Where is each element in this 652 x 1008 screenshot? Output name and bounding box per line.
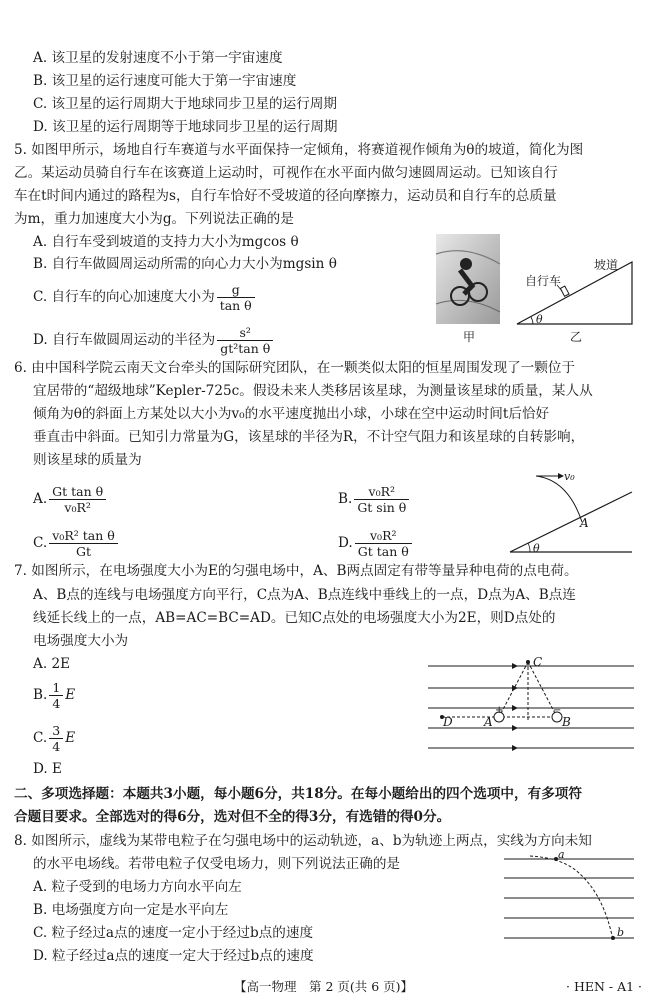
q6-option-c [33,528,120,559]
q5-option-c-fraction [217,282,255,313]
q7-stem-line-1: 7. 如图所示，在电场强度大小为E的匀强电场中，A、B两点固定有带等量异种电荷的点电荷。 [14,563,578,579]
q7-option-c-fraction [49,723,63,754]
q5-stem-line-1: 5. 如图甲所示，场地自行车赛道与水平面保持一定倾角，将赛道视作倾角为θ的坡道，简化为图 [14,142,584,158]
q6-option-b-fraction [354,484,409,515]
q5-option-d [33,325,275,356]
q5-fig-label-bike: 自行车 [525,274,562,288]
q6-option-a-fraction [49,484,106,515]
q7-option-b-unit: E [65,687,76,703]
q7-fig-label-b: B [562,715,571,729]
q5-stem-line-2: 乙。某运动员骑自行车在该赛道上运动时，可视作在水平面内做匀速圆周运动。已知该自行 [14,165,558,181]
q6-option-a-denominator: v₀R² [64,500,91,515]
q5-stem-line-3: 车在t时间内通过的路程为s，自行车恰好不受坡道的径向摩擦力，运动员和自行车的总质量 [14,188,557,204]
q6-option-a [33,484,108,515]
q6-option-d-label: D. [338,535,353,551]
q7-fig-minus-sign: − [553,705,562,716]
q7-option-b-numerator: 1 [49,680,63,696]
q6-stem-line-1: 6. 由中国科学院云南天文台牵头的国际研究团队，在一颗类似太阳的恒星周围发现了一颗位于 [14,360,576,376]
q6-stem-line-5: 则该星球的质量为 [33,452,142,468]
q8-fig-label-a: a [558,848,565,861]
q7-stem-line-3: 线延长线上的一点，AB=AC=BC=AD。已知C点处的电场强度大小为2E，则D点处的 [33,610,556,626]
q7-option-c [33,723,75,754]
q5-stem-line-4: 为m，重力加速度大小为g。下列说法正确的是 [14,211,294,227]
q6-option-a-label: A. [33,491,48,507]
q7-option-c-denominator: 4 [52,739,61,754]
q6-option-b-numerator: v₀R² [354,484,409,500]
q7-fig-plus-sign: + [495,705,504,716]
q6-fig-label-v0: v₀ [564,470,575,483]
q4-option-a: A. 该卫星的发射速度不小于第一宇宙速度 [33,50,283,66]
q7-option-a: A. 2E [33,656,71,672]
q5-option-d-denominator: gt²tan θ [220,341,271,356]
q7-option-c-unit: E [65,730,76,746]
q6-option-b [338,484,411,515]
q7-option-c-numerator: 3 [49,723,63,739]
q6-fig-label-a: A [580,516,589,530]
q6-stem-line-4: 垂直击中斜面。已知引力常量为G，该星球的半径为R，不计空气阻力和该星球的自转影响， [33,429,585,445]
q6-option-c-numerator: v₀R² tan θ [49,528,118,544]
section2-title-line-2: 合题目要求。全部选对的得6分，选对但不全的得3分，有选错的得0分。 [14,809,451,825]
q5-option-b: B. 自行车做圆周运动所需的向心力大小为mgsin θ [33,256,337,272]
q7-option-b [33,680,75,711]
q4-option-c: C. 该卫星的运行周期大于地球同步卫星的运行周期 [33,96,338,112]
q7-stem-line-4: 电场强度大小为 [33,633,129,649]
q6-option-c-label: C. [33,535,48,551]
q5-option-d-text: D. 自行车做圆周运动的半径为 [33,332,216,348]
q5-option-c-denominator: tan θ [219,298,252,313]
q5-fig-label-jia: 甲 [463,330,476,344]
q7-fig-label-a: A [484,715,493,729]
q6-option-c-fraction [49,528,118,559]
q7-option-b-label: B. [33,687,48,703]
q5-fig-label-yi: 乙 [570,330,583,344]
q4-option-d: D. 该卫星的运行周期等于地球同步卫星的运行周期 [33,119,338,135]
q7-option-b-denominator: 4 [52,696,61,711]
q8-option-c: C. 粒子经过a点的速度一定小于经过b点的速度 [33,925,314,941]
q8-stem-line-1: 8. 如图所示，虚线为某带电粒子在匀强电场中的运动轨迹，a、b为轨迹上两点，实线为方向未知 [14,833,592,849]
q4-option-b: B. 该卫星的运行速度可能大于第一宇宙速度 [33,73,297,89]
q8-option-b: B. 电场强度方向一定是水平向左 [33,902,229,918]
q5-option-d-numerator: s² [217,325,273,341]
q5-figure-photo [436,234,500,324]
q6-option-d-fraction [355,528,412,559]
section2-title-line-1: 二、多项选择题：本题共3小题，每小题6分，共18分。在每小题给出的四个选项中，有多项符 [14,786,582,802]
q5-option-c-numerator: g [217,282,255,298]
q7-stem-line-2: A、B点的连线与电场强度方向平行，C点为A、B点连线中垂线上的一点，D点为A、B点连 [33,587,576,603]
q6-option-a-numerator: Gt tan θ [49,484,106,500]
q8-option-a: A. 粒子受到的电场力方向水平向左 [33,879,242,895]
q5-fig-label-theta: θ [536,313,543,326]
q8-stem-line-2: 的水平电场线。若带电粒子仅受电场力，则下列说法正确的是 [33,856,401,872]
q7-option-d: D. E [33,761,62,777]
q5-option-c-text: C. 自行车的向心加速度大小为 [33,289,215,305]
q5-fig-label-track: 坡道 [594,258,619,272]
q6-option-b-label: B. [338,491,353,507]
q7-option-c-label: C. [33,730,48,746]
q6-stem-line-3: 倾角为θ的斜面上方某处以大小为v₀的水平速度抛出小球，小球在空中运动时间t后恰好 [33,406,550,422]
q6-option-d [338,528,414,559]
q5-option-c [33,282,257,313]
q6-fig-label-theta: θ [533,542,540,555]
q8-option-d: D. 粒子经过a点的速度一定大于经过b点的速度 [33,948,314,964]
q6-option-b-denominator: Gt sin θ [357,500,407,515]
footer-exam-code: · HEN - A1 · [566,979,643,994]
q7-figure-field [428,650,636,760]
q6-option-c-denominator: Gt [75,544,91,559]
q7-option-b-fraction [49,680,63,711]
q8-fig-label-b: b [617,926,625,939]
q5-option-a: A. 自行车受到坡道的支持力大小为mgcos θ [33,234,299,250]
q8-figure-trajectory [500,852,636,948]
q7-fig-label-d: D [443,715,453,729]
q6-stem-line-2: 宜居带的“超级地球”Kepler-725c。假设未来人类移居该星球，为测量该星球的质量，某人从 [33,383,593,399]
footer-page-info: 【高一物理 第 2 页(共 6 页)】 [234,979,414,994]
q6-option-d-numerator: v₀R² [355,528,412,544]
q7-fig-label-c: C [533,655,543,669]
q5-option-d-fraction [217,325,273,356]
q6-option-d-denominator: Gt tan θ [357,544,409,559]
